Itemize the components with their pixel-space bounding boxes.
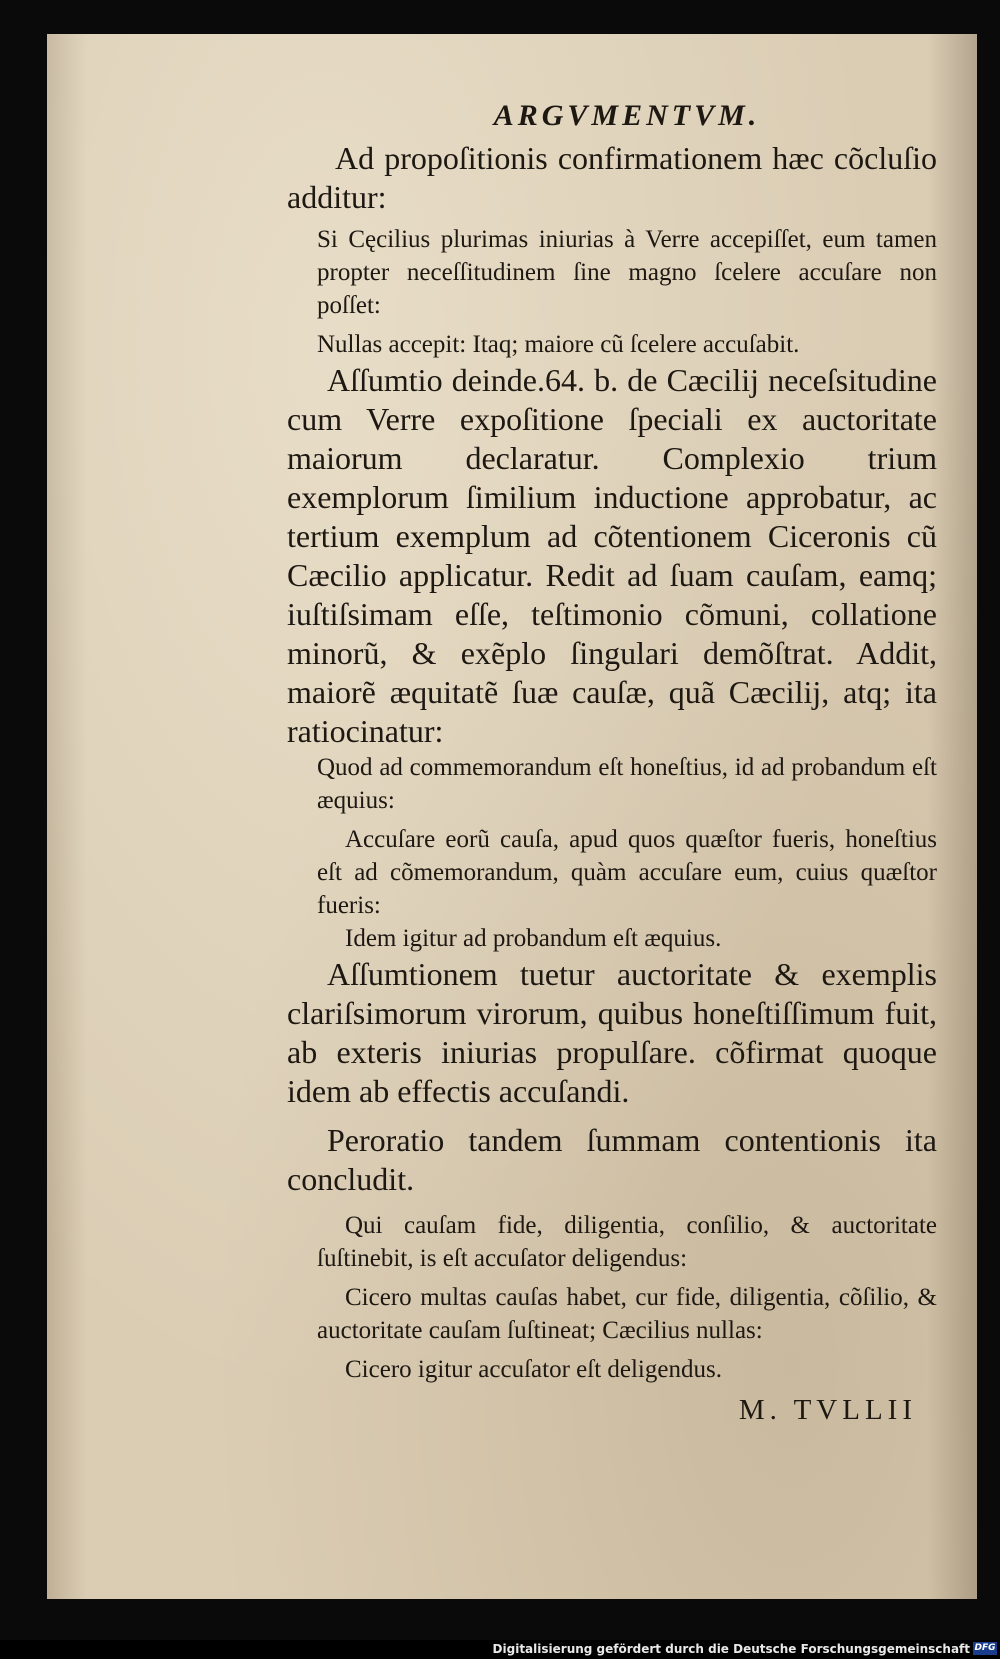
syllogism-minor: Nullas accepit: Itaq; maiore cũ ſcelere accuſabit. <box>317 331 800 358</box>
syllogism-major-2: Quod ad commemorandum eſt honeſtius, id ad probandum eſt æquius: <box>317 754 937 814</box>
syllogism-major-3: Qui cauſam fide, diligentia, conſilio, & auctoritate ſuſtinebit, is eſt accuſator deligendus: <box>317 1212 937 1272</box>
digitization-credit: Digitalisierung gefördert durch die Deutsche Forschungsgemeinschaft <box>492 1642 970 1656</box>
page-text <box>287 99 937 1427</box>
paragraph-assumption: Aſſumtio deinde.64. b. de Cæcilij neceſsitudine cum Verre expoſitione ſpeciali ex auctoritate maiorum declaratur. Complexio trium exemplorum ſimilium inductione approbatur, ac tertium exemplum ad cõtentionem Ciceronis cũ Cæcilio applicatur. Redit ad ſuam cauſam, eamq; iuſtiſsimam eſſe, teſtimonio cõmuni, collatione minorũ, & exẽplo ſingulari demõſtrat. Addit, maiorẽ æquitatẽ ſuæ cauſæ, quã Cæcilij, atq; ita ratiocinatur: <box>287 362 937 749</box>
running-head: ARGVMENTVM. <box>493 99 761 132</box>
syllogism-minor-3: Cicero multas cauſas habet, cur fide, diligentia, cõſilio, & auctoritate cauſam ſuſtineat; Cæcilius nullas: <box>317 1284 937 1344</box>
paragraph-assumption-defense: Aſſumtionem tuetur auctoritate & exemplis clariſsimorum virorum, quibus honeſtiſſimum fuit, ab exteris iniurias propulſare. cõfirmat quoque idem ab effectis accuſandi. <box>287 956 937 1109</box>
syllogism-conclusion-3: Cicero igitur accuſator eſt deligendus. <box>345 1356 722 1383</box>
syllogism-minor-2: Accuſare eorũ cauſa, apud quos quæſtor fueris, honeſtius eſt ad cõmemorandum, quàm accuſare eum, cuius quæſtor fueris: <box>317 826 937 919</box>
dfg-logo-icon: DFG <box>974 1643 996 1653</box>
paragraph-peroration: Peroratio tandem ſummam contentionis ita concludit. <box>287 1122 937 1197</box>
paragraph-conclusion: Ad propoſitionis confirmationem hæc cõcluſio additur: <box>287 140 937 215</box>
catchword: M. TVLLII <box>738 1394 917 1426</box>
syllogism-conclusion-2: Idem igitur ad probandum eſt æquius. <box>345 925 722 952</box>
digitization-footer <box>0 1640 1000 1659</box>
syllogism-major: Si Cęcilius plurimas iniurias à Verre accepiſſet, eum tamen propter neceſſitudinem ſine magno ſcelere accuſare non poſſet: <box>317 226 937 319</box>
book-page <box>47 34 977 1599</box>
